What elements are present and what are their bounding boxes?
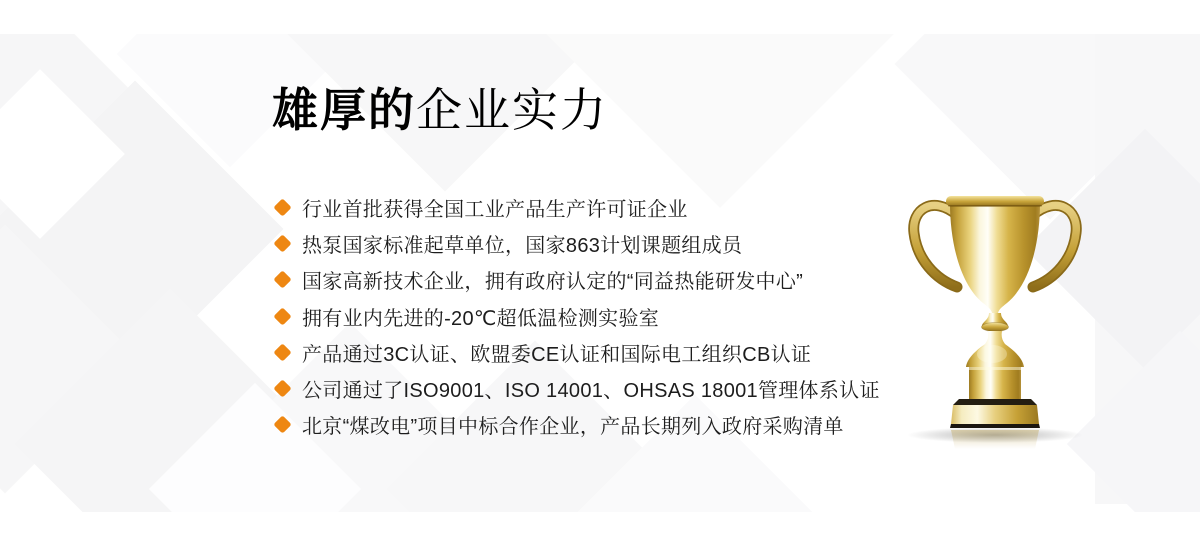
title-emphasis: 雄厚的 [272,84,416,136]
strength-item [274,189,880,225]
strength-text: 国家高新技术企业，拥有政府认定的“同益热能研发中心” [302,271,804,294]
strength-text: 热泵国家标准起草单位，国家863计划课题组成员 [302,234,743,257]
strength-item [274,225,880,261]
diamond-bullet-icon [273,343,291,361]
diamond-bullet-icon [273,379,291,397]
strength-text: 公司通过了ISO9001、ISO 14001、OHSAS 18001管理体系认证 [302,380,880,403]
diamond-bullet-icon [273,416,291,434]
diamond-bullet-icon [273,234,291,252]
strength-item [274,370,880,406]
strength-item [274,407,880,443]
strength-text: 拥有业内先进的-20℃超低温检测实验室 [302,307,660,330]
strength-item [274,262,880,298]
title-rest: 企业实力 [416,84,608,136]
page-title [272,84,608,137]
strengths-list [274,189,880,443]
strength-item [274,298,880,334]
strength-text: 产品通过3C认证、欧盟委CE认证和国际电工组织CB认证 [302,343,812,366]
strength-text: 行业首批获得全国工业产品生产许可证企业 [302,198,688,221]
strength-item [274,334,880,370]
diamond-bullet-icon [273,271,291,289]
strength-text: 北京“煤改电”项目中标合作企业，产品长期列入政府采购清单 [302,416,844,439]
diamond-bullet-icon [273,198,291,216]
gold-trophy-cup-icon [905,193,1085,453]
diamond-bullet-icon [273,307,291,325]
